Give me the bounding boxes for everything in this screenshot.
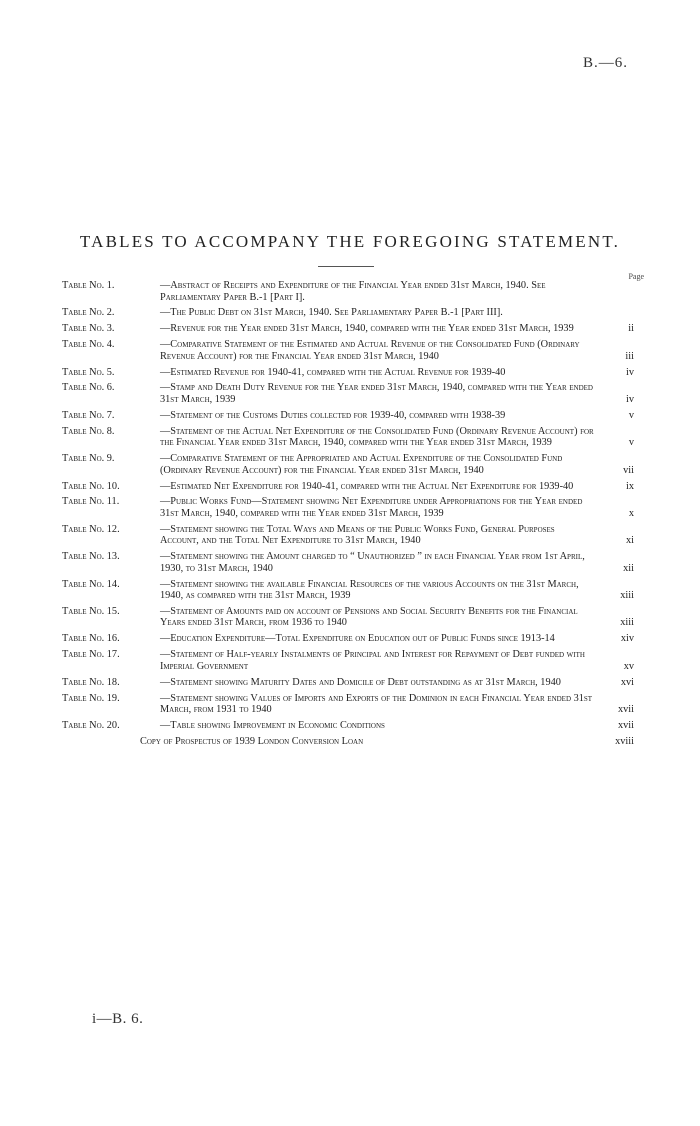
toc-entry-page: xvii [617, 719, 634, 731]
toc-entry [62, 280, 634, 303]
toc-entry-description: —Statement showing the available Financial Resources of the various Accounts on the 31st March, 1940, as compared with the 31st March, 1939 [160, 578, 579, 602]
toc-entry-description: —Statement showing Values of Imports and Exports of the Dominion in each Financial Year ended 31st March, from 1931 to 1940 [160, 692, 593, 716]
toc-entry-description: —Table showing Improvement in Economic Conditions [160, 719, 385, 731]
toc-entry-label: Table No. 20. [62, 719, 120, 731]
toc-entry-label: Table No. 7. [62, 409, 115, 421]
toc-entry [62, 633, 634, 645]
toc-entry-label: Table No. 16. [62, 633, 120, 645]
toc-entry-description: —Statement showing the Amount charged to “ Unauthorized ” in each Financial Year from 1st April, 1930, to 31st March, 1940 [160, 551, 585, 574]
toc-entry-label: Table No. 4. [62, 339, 115, 351]
footer-mark: i—B. 6. [92, 1011, 144, 1027]
toc-entry-description: —Estimated Revenue for 1940-41, compared with the Actual Revenue for 1939-40 [160, 366, 506, 378]
toc-entry-page: xv [623, 660, 634, 672]
toc-entry-page: x [628, 507, 634, 519]
toc-entry [62, 307, 634, 319]
toc-entry [62, 649, 634, 672]
toc-entry [62, 720, 634, 732]
toc-entry-label: Table No. 18. [62, 676, 120, 688]
toc-entry-description: —Comparative Statement of the Appropriated and Actual Expenditure of the Consolidated Fund (Ordinary Revenue Account) for the Financial Year ended 31st March, 1940 [160, 453, 563, 476]
toc-entry [62, 524, 634, 547]
toc-entry-label: Table No. 10. [62, 480, 120, 492]
toc-entry-page: xvii [617, 704, 634, 716]
toc-entry-page: iv [625, 393, 634, 405]
toc-entry-page: iv [625, 366, 634, 378]
toc-entry-label: Table No. 1. [62, 280, 115, 291]
toc-entry-page: ii [628, 323, 634, 335]
toc-entry [62, 677, 634, 689]
toc-entry [62, 323, 634, 335]
toc-entry-label: Table No. 9. [62, 453, 115, 465]
toc-entry [62, 367, 634, 379]
toc-entry-description: —Comparative Statement of the Estimated and Actual Revenue of the Consolidated Fund (Ordinary Revenue Account) for the Financial Year ended 31st March, 1940 [160, 339, 580, 362]
toc-entry-page: v [628, 437, 634, 449]
toc-entry-page: v [628, 409, 634, 421]
toc-entry-description: —Statement of Half-yearly Instalments of Principal and Interest for Repayment of Debt funded with Imperial Government [160, 649, 585, 672]
toc-entry-description: Copy of Prospectus of 1939 London Conversion Loan [140, 735, 364, 747]
toc-entry-label: Table No. 2. [62, 307, 115, 319]
heading-rule [318, 266, 374, 267]
toc-entry-description: —Statement of the Customs Duties collected for 1939-40, compared with 1938-39 [160, 409, 506, 421]
toc-entry-description: —Statement showing Maturity Dates and Domicile of Debt outstanding as at 31st March, 1940 [160, 676, 561, 688]
table-of-contents [62, 280, 634, 752]
toc-entry-description: —Statement of Amounts paid on account of Pensions and Social Security Benefits for the Financial Years ended 31st March, from 1936 to 1940 [160, 605, 578, 629]
toc-entry-label: Table No. 17. [62, 649, 120, 661]
toc-entry-label: Table No. 12. [62, 523, 120, 535]
toc-entry [62, 496, 634, 519]
toc-entry-label: Table No. 6. [62, 382, 115, 394]
toc-entry [62, 410, 634, 422]
page-reference: B.—6. [582, 55, 628, 71]
toc-entry-label: Table No. 19. [62, 692, 120, 704]
toc-entry [62, 382, 634, 405]
page-column-label: Page [628, 272, 644, 281]
toc-entry-page: vii [623, 464, 634, 476]
toc-entry-page: xiii [620, 590, 634, 602]
toc-entry [62, 481, 634, 493]
toc-entry-page: xii [623, 562, 634, 574]
toc-entry [62, 339, 634, 362]
toc-entry-description: —Education Expenditure—Total Expenditure on Education out of Public Funds since 1913-14 [160, 633, 555, 645]
toc-entry [62, 426, 634, 449]
toc-entry-description: —Statement of the Actual Net Expenditure of the Consolidated Fund (Ordinary Revenue Account) for the Financial Year ended 31st March, 1940, compared with the Year ended 31st March, 1939 [160, 425, 594, 449]
toc-entry-description: —Revenue for the Year ended 31st March, 1940, compared with the Year ended 31st March, 1939 [160, 323, 574, 335]
toc-entry-page: xvi [620, 676, 634, 688]
toc-entry-description: —The Public Debt on 31st March, 1940. See Parliamentary Paper B.-1 [Part III]. [160, 307, 503, 319]
toc-entry-description: —Statement showing the Total Ways and Means of the Public Works Fund, General Purposes Account, and the Total Net Expenditure to 31st March, 1940 [160, 523, 555, 547]
toc-entry-description: —Abstract of Receipts and Expenditure of the Financial Year ended 31st March, 1940. See Parliamentary Paper B.-1 [Part I]. [160, 280, 546, 303]
toc-entry-page: ix [625, 480, 634, 492]
toc-entry [62, 453, 634, 476]
toc-entry-description: —Stamp and Death Duty Revenue for the Year ended 31st March, 1940, compared with the Year ended 31st March, 1939 [160, 382, 593, 405]
page-heading: TABLES TO ACCOMPANY THE FOREGOING STATEMENT. [79, 232, 621, 251]
toc-entry [62, 579, 634, 602]
toc-entry-page: iii [625, 350, 634, 362]
toc-entry-description: —Estimated Net Expenditure for 1940-41, compared with the Actual Net Expenditure for 1939-40 [160, 480, 574, 492]
toc-entry-label: Table No. 8. [62, 425, 115, 437]
toc-entry-page: xiv [620, 633, 634, 645]
toc-entry-page: xiii [620, 617, 634, 629]
toc-entry-description: —Public Works Fund—Statement showing Net Expenditure under Appropriations for the Year ended 31st March, 1940, compared with the Year ended 31st March, 1939 [160, 496, 583, 519]
toc-entry-label: Table No. 15. [62, 605, 120, 617]
toc-entry [62, 736, 634, 748]
toc-entry-label: Table No. 5. [62, 366, 115, 378]
toc-entry [62, 606, 634, 629]
toc-entry-label: Table No. 3. [62, 323, 115, 335]
toc-entry-label: Table No. 11. [62, 496, 120, 508]
toc-entry-label: Table No. 14. [62, 578, 120, 590]
toc-entry-label: Table No. 13. [62, 551, 120, 563]
toc-entry [62, 693, 634, 716]
toc-entry-page: xviii [615, 735, 634, 747]
toc-entry-page: xi [625, 535, 634, 547]
toc-entry [62, 551, 634, 574]
